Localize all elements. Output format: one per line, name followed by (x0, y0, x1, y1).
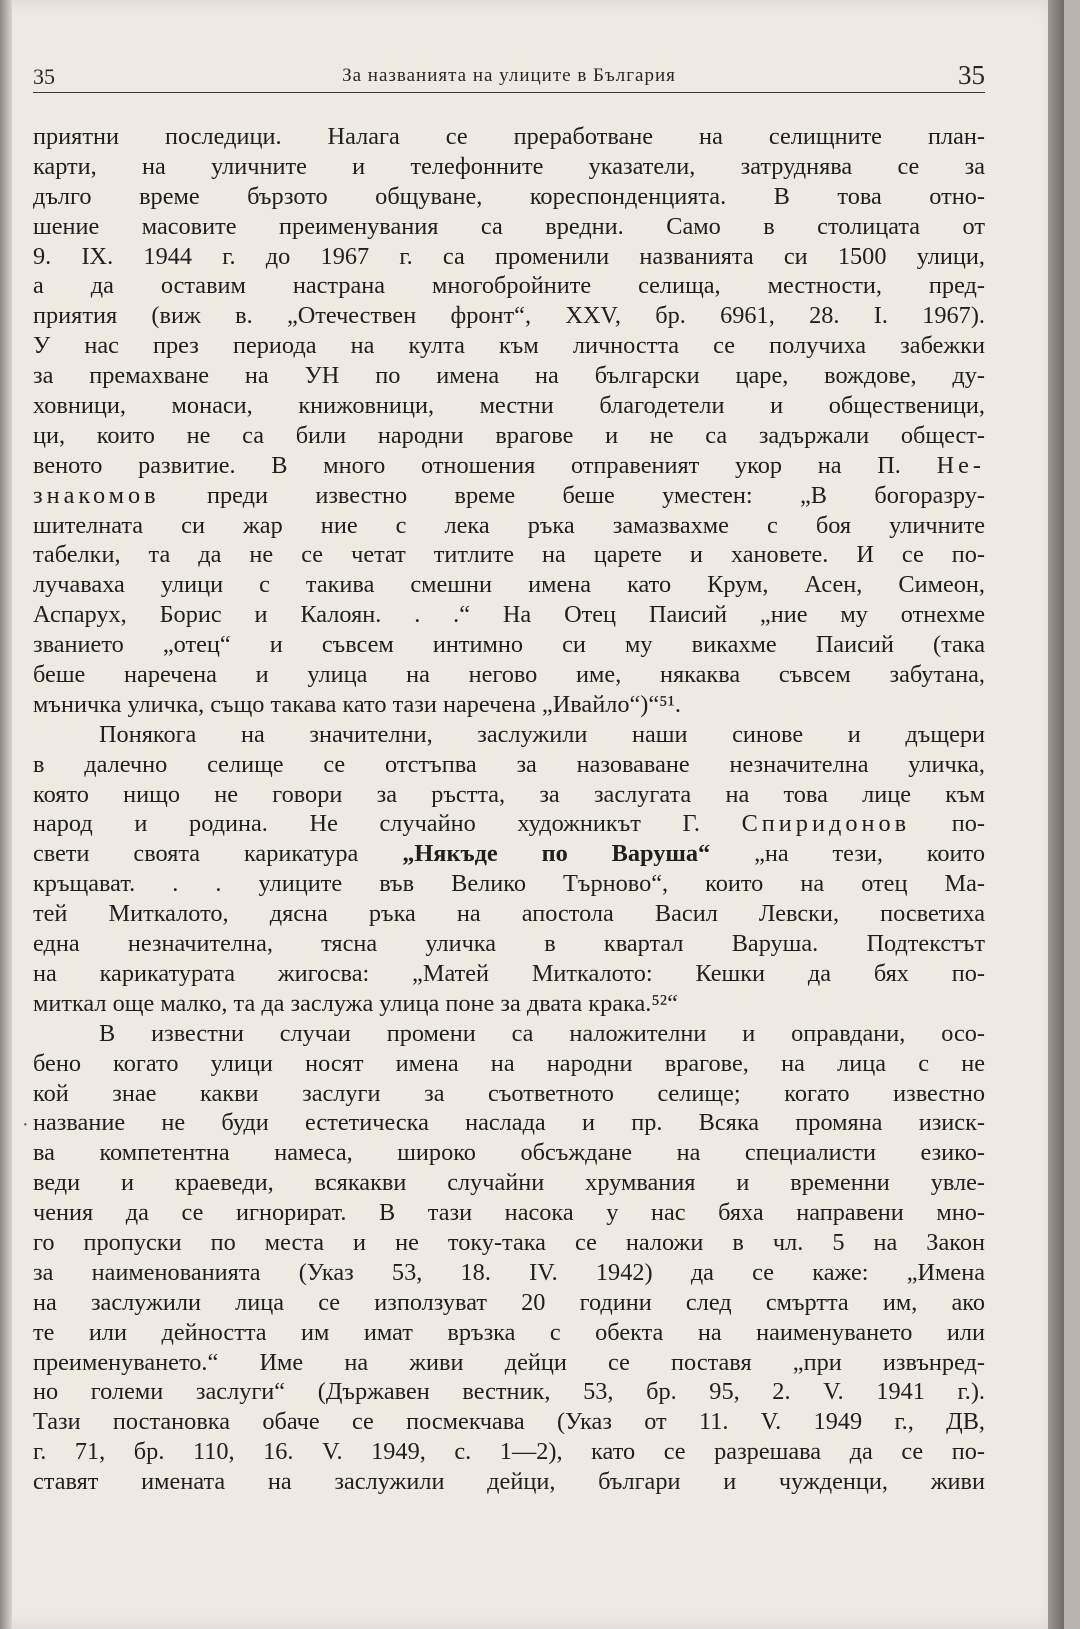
text-span: свети своята карикатура (33, 840, 403, 868)
text-line: приятни последици. Налага се преработване на селищните план- (33, 123, 985, 150)
text-line: В известни случаи промени са наложителни и оправдани, осо- (99, 1019, 985, 1047)
text-line: приятия (виж в. „Отечествен фронт“, XXV, бр. 6961, 28. I. 1967). (33, 302, 985, 330)
text-line: го пропуски по места и не току-така се наложи в чл. 5 на Закон (33, 1228, 985, 1256)
text-line: званието „отец“ и съвсем интимно си му викахме Паисий (така (33, 631, 985, 659)
body-text (33, 122, 985, 1497)
text-line: ставят имената на заслужили дейци, българи и чужденци, живи (33, 1468, 985, 1496)
text-line: в далечно селище се отстъпва за назоваване незначителна уличка, (33, 750, 985, 778)
text-line: шителната си жар ние с лека ръка замазвахме с боя уличните (33, 511, 985, 539)
text-line: бено когато улици носят имена на народни врагове, на лица с не (33, 1049, 985, 1077)
text-line: тей Миткалото, дясна ръка на апостола Васил Левски, посветиха (33, 900, 985, 928)
text-line (33, 839, 985, 869)
text-line (33, 809, 985, 839)
text-span: веното развитие. В много отношения отправеният укор на П. (33, 451, 937, 479)
running-header (33, 60, 985, 93)
text-line: ци, които не са били народни врагове и не са задържали общест- (33, 421, 985, 449)
page-number-left: 35 (33, 64, 55, 89)
bold-title: „Някъде по Варуша“ (402, 840, 711, 868)
text-line: миткал още малко, та да заслужа улица поне за двата крака.⁵²“ (33, 989, 678, 1017)
text-line (33, 481, 985, 511)
text-line: а да оставим настрана многобройните селища, местности, пред- (33, 272, 985, 300)
spaced-name: знакомов (33, 481, 160, 509)
text-line: но големи заслуги“ (Държавен вестник, 53, бр. 95, 2. V. 1941 г.). (33, 1378, 985, 1406)
text-line: която нищо не говори за ръстта, за заслугата на това лице към (33, 780, 985, 808)
text-line: г. 71, бр. 110, 16. V. 1949, с. 1—2), като се разрешава да се по- (33, 1438, 985, 1466)
text-line: чения да се игнорират. В тази насока у нас бяха направени мно- (33, 1199, 985, 1227)
text-line: ховници, монаси, книжовници, местни благодетели и общественици, (33, 392, 985, 420)
text-line: на заслужили лица се използуват 20 години след смъртта им, ако (33, 1288, 985, 1316)
text-line: Тази постановка обаче се посмекчава (Указ от 11. V. 1949 г., ДВ, (33, 1408, 985, 1436)
text-span: „на тези, които (710, 840, 985, 868)
text-line: Понякога на значителни, заслужили наши синове и дъщери (99, 720, 985, 748)
text-line: дълго време бързото общуване, кореспонденцията. В това отно- (33, 182, 985, 210)
text-line: У нас през периода на култа към личността се получиха забежки (33, 332, 985, 360)
text-line: кръщават. . . улиците във Велико Търново“, които на отец Ма- (33, 870, 985, 898)
text-line: на карикатурата жигосва: „Матей Миткалото: Кешки да бях по- (33, 959, 985, 987)
text-line: кой знае какви заслуги за съответното селище; когато известно (33, 1079, 985, 1107)
text-line: Аспарух, Борис и Калоян. . .“ На Отец Паисий „ние му отнехме (33, 601, 985, 629)
text-line: те или дейността им имат връзка с обекта на наименуването или (33, 1318, 985, 1346)
text-line: ва компетентна намеса, широко обсъждане на специалисти езико- (33, 1139, 985, 1167)
text-line: беше наречена и улица на негово име, някаква съвсем забутана, (33, 661, 985, 689)
page-number-right: 35 (958, 60, 985, 90)
text-line: преименуването.“ Име на живи дейци се поставя „при извънред- (33, 1348, 985, 1376)
text-line: лучаваха улици с такива смешни имена като Крум, Асен, Симеон, (33, 571, 985, 599)
text-line: за премахване на УН по имена на български царе, вождове, ду- (33, 362, 985, 390)
text-line (33, 451, 985, 481)
text-line: табелки, та да не се четат титлите на царете и хановете. И се по- (33, 541, 985, 569)
text-line: за наименованията (Указ 53, 18. IV. 1942) да се каже: „Имена (33, 1258, 985, 1286)
text-line: 9. IX. 1944 г. до 1967 г. са променили названията си 1500 улици, (33, 242, 985, 270)
text-span: по- (910, 810, 985, 838)
text-line: мъничка уличка, също такава като тази наречена „Ивайло“)“⁵¹. (33, 690, 681, 718)
spaced-name: Спиридонов (741, 810, 911, 838)
running-title: За названията на улиците в България (342, 65, 676, 86)
book-spine-shadow (0, 0, 12, 1629)
page-edge (1048, 0, 1064, 1629)
text-span: преди известно време беше уместен: „В богоразру- (159, 481, 985, 509)
text-line: веди и краеведи, всякакви случайни хрумвания и временни увле- (33, 1169, 985, 1197)
text-line: название не буди естетическа наслада и пр. Всяка промяна изиск- (33, 1109, 985, 1137)
margin-mark: · (22, 1114, 29, 1136)
text-line: шение масовите преименувания са вредни. Само в столицата от (33, 212, 985, 240)
spaced-name: Не- (936, 451, 985, 479)
text-line: карти, на уличните и телефонните указатели, затруднява се за (33, 152, 985, 180)
text-line: една незначителна, тясна уличка в квартал Варуша. Подтекстът (33, 930, 985, 958)
text-span: народ и родина. Не случайно художникът Г. (33, 810, 742, 838)
